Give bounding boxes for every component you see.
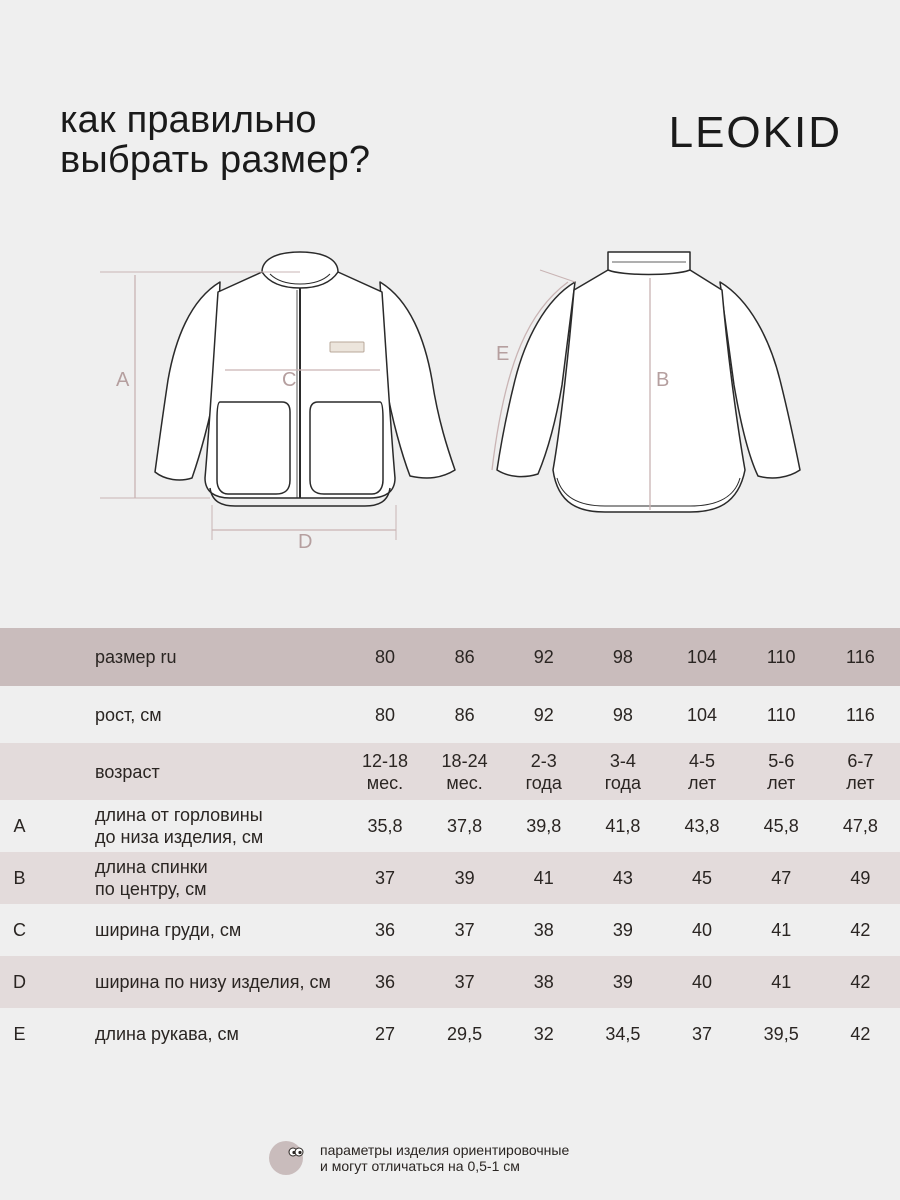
table-cell	[742, 904, 821, 956]
table-cell	[425, 686, 504, 743]
table-cell	[742, 956, 821, 1008]
cell-line: 41	[771, 972, 792, 992]
table-cell	[345, 904, 425, 956]
row-label-line: возраст	[95, 761, 160, 782]
table-row	[0, 628, 900, 686]
cell-line: года	[604, 772, 642, 793]
row-label	[95, 800, 345, 852]
row-label-line: длина спинки	[95, 857, 208, 877]
back-collar	[608, 252, 690, 275]
row-label	[95, 956, 345, 1008]
chest-label	[330, 342, 364, 352]
table-row	[0, 743, 900, 800]
cell-line: 37,8	[447, 816, 483, 836]
table-cell	[425, 904, 504, 956]
cell-line: 47,8	[842, 816, 878, 836]
table-cell	[345, 743, 425, 800]
cell-line: 38	[533, 920, 554, 940]
label-e: E	[496, 343, 510, 365]
cell-line: 39,8	[526, 816, 562, 836]
cell-line: 41	[533, 868, 554, 888]
cell-line: 29,5	[447, 1024, 483, 1044]
row-label-line: размер ru	[95, 647, 177, 667]
table-cell	[583, 1008, 662, 1060]
jacket-back	[497, 252, 800, 512]
row-code	[0, 852, 95, 904]
row-label-line: рост, см	[95, 704, 162, 725]
cell-line: 40	[692, 972, 713, 992]
table-cell	[583, 956, 662, 1008]
cell-line: 116	[846, 647, 875, 667]
brand-logo: LEOKID	[668, 108, 842, 157]
row-code-text: E	[13, 1024, 26, 1044]
table-cell	[504, 800, 583, 852]
cell-line: 36	[374, 972, 396, 992]
cell-line: лет	[687, 772, 717, 793]
table-cell	[662, 800, 741, 852]
cell-line: 37	[374, 868, 396, 888]
table-cell	[662, 904, 741, 956]
table-cell	[345, 800, 425, 852]
row-label	[95, 743, 345, 800]
row-code-text: D	[13, 972, 26, 992]
cell-line: 42	[850, 1024, 871, 1044]
footnote-line-2: и могут отличаться на 0,5-1 см	[320, 1158, 520, 1174]
cell-line: 42	[850, 920, 871, 940]
table-cell	[504, 743, 583, 800]
mascot-icon	[268, 1140, 304, 1176]
label-c: C	[282, 369, 297, 391]
cell-line: 41,8	[605, 816, 641, 836]
row-label	[95, 904, 345, 956]
cell-line: 80	[374, 647, 396, 667]
table-cell	[504, 1008, 583, 1060]
cell-line: 104	[687, 704, 718, 725]
footnote-text	[320, 1142, 569, 1174]
table-cell	[742, 852, 821, 904]
table-cell	[742, 743, 821, 800]
table-row	[0, 904, 900, 956]
cell-line: 6-7	[847, 750, 874, 771]
cell-line: 116	[846, 704, 875, 725]
table-row	[0, 1008, 900, 1060]
table-row	[0, 800, 900, 852]
table-cell	[345, 852, 425, 904]
row-code-text: B	[13, 868, 26, 888]
cell-line: 3-4	[609, 750, 636, 771]
table-cell	[425, 852, 504, 904]
table-cell	[742, 800, 821, 852]
footnote	[268, 1140, 569, 1176]
table-cell	[821, 800, 900, 852]
jacket-diagram	[0, 230, 900, 560]
cell-line: 40	[692, 920, 713, 940]
table-cell	[821, 1008, 900, 1060]
table-cell	[821, 686, 900, 743]
cell-line: 37	[454, 972, 475, 992]
table-cell	[742, 686, 821, 743]
table-cell	[821, 956, 900, 1008]
row-label	[95, 1008, 345, 1060]
cell-line: года	[525, 772, 562, 793]
cell-line: 32	[533, 1024, 554, 1044]
cell-line: 42	[850, 972, 871, 992]
table-cell	[662, 686, 741, 743]
row-label	[95, 628, 345, 686]
cell-line: 39	[454, 868, 475, 888]
table-cell	[662, 852, 741, 904]
row-label-line: до низа изделия, см	[95, 827, 264, 847]
table-cell	[742, 628, 821, 686]
cell-line: 12-18	[361, 750, 409, 771]
table-row	[0, 686, 900, 743]
cell-line: 27	[374, 1024, 396, 1044]
table-cell	[425, 956, 504, 1008]
table-cell	[504, 852, 583, 904]
left-pocket	[217, 402, 290, 494]
right-pocket	[310, 402, 383, 494]
table-cell	[742, 1008, 821, 1060]
cell-line: 80	[374, 704, 396, 725]
cell-line: 34,5	[605, 1024, 641, 1044]
table-cell	[504, 686, 583, 743]
table-cell	[821, 743, 900, 800]
table-cell	[583, 686, 662, 743]
table-cell	[821, 628, 900, 686]
label-a: A	[116, 369, 130, 391]
row-code	[0, 686, 95, 743]
table-cell	[425, 1008, 504, 1060]
row-label	[95, 686, 345, 743]
table-cell	[662, 1008, 741, 1060]
row-label-line: длина рукава, см	[95, 1024, 239, 1044]
cell-line: 39,5	[763, 1024, 799, 1044]
cell-line: 5-6	[768, 750, 795, 771]
table-cell	[583, 852, 662, 904]
cell-line: 110	[766, 704, 796, 725]
cell-line: 86	[454, 647, 475, 667]
cell-line: 37	[692, 1024, 713, 1044]
cell-line: 104	[687, 647, 718, 667]
table-cell	[583, 904, 662, 956]
table-cell	[662, 743, 741, 800]
jacket-front	[155, 252, 455, 506]
row-label-line: ширина по низу изделия, см	[95, 972, 331, 992]
row-code	[0, 743, 95, 800]
table-row	[0, 852, 900, 904]
cell-line: 18-24	[441, 750, 488, 771]
table-cell	[345, 628, 425, 686]
row-code	[0, 1008, 95, 1060]
cell-line: 110	[766, 647, 796, 667]
table-cell	[504, 904, 583, 956]
cell-line: 86	[454, 704, 475, 725]
row-code	[0, 800, 95, 852]
cell-line: 43,8	[684, 816, 720, 836]
table-cell	[345, 956, 425, 1008]
cell-line: мес.	[366, 772, 404, 793]
row-label-line: ширина груди, см	[95, 920, 242, 940]
title-line-1: как правильно	[60, 99, 317, 141]
cell-line: 98	[612, 647, 633, 667]
cell-line: лет	[767, 772, 796, 793]
page-title	[60, 100, 370, 180]
table-cell	[821, 904, 900, 956]
table-cell	[504, 956, 583, 1008]
row-code	[0, 628, 95, 686]
row-code-text: A	[13, 816, 26, 836]
row-label	[95, 852, 345, 904]
table-row	[0, 956, 900, 1008]
cell-line: 43	[612, 868, 633, 888]
table-cell	[662, 956, 741, 1008]
cell-line: лет	[846, 772, 875, 793]
label-b: B	[656, 369, 670, 391]
cell-line: 49	[850, 868, 871, 888]
table-cell	[425, 743, 504, 800]
cell-line: 98	[612, 704, 633, 725]
table-cell	[425, 800, 504, 852]
footnote-line-1: параметры изделия ориентировочные	[320, 1142, 570, 1158]
cell-line: 36	[374, 920, 396, 940]
table-cell	[662, 628, 741, 686]
cell-line: 47	[771, 868, 792, 888]
table-cell	[504, 628, 583, 686]
cell-line: 2-3	[530, 750, 557, 771]
table-cell	[821, 852, 900, 904]
size-table	[0, 628, 900, 1060]
label-d: D	[298, 531, 313, 553]
cell-line: 38	[533, 972, 554, 992]
cell-line: 35,8	[367, 816, 403, 836]
table-cell	[345, 1008, 425, 1060]
table-cell	[345, 686, 425, 743]
cell-line: 37	[454, 920, 475, 940]
table-cell	[583, 800, 662, 852]
table-cell	[583, 628, 662, 686]
row-label-line: длина от горловины	[95, 805, 263, 825]
cell-line: 45	[692, 868, 713, 888]
back-body	[553, 270, 745, 512]
row-code	[0, 956, 95, 1008]
cell-line: мес.	[446, 772, 483, 793]
cell-line: 92	[533, 704, 554, 725]
cell-line: 41	[771, 920, 792, 940]
front-collar	[262, 252, 338, 288]
row-label-line: по центру, см	[95, 879, 207, 899]
cell-line: 45,8	[763, 816, 799, 836]
row-code	[0, 904, 95, 956]
cell-line: 92	[533, 647, 554, 667]
table-cell	[425, 628, 504, 686]
cell-line: 39	[612, 972, 633, 992]
table-cell	[583, 743, 662, 800]
row-code-text: C	[13, 920, 26, 940]
title-line-2: выбрать размер?	[60, 139, 371, 181]
cell-line: 4-5	[689, 750, 716, 771]
cell-line: 39	[612, 920, 633, 940]
